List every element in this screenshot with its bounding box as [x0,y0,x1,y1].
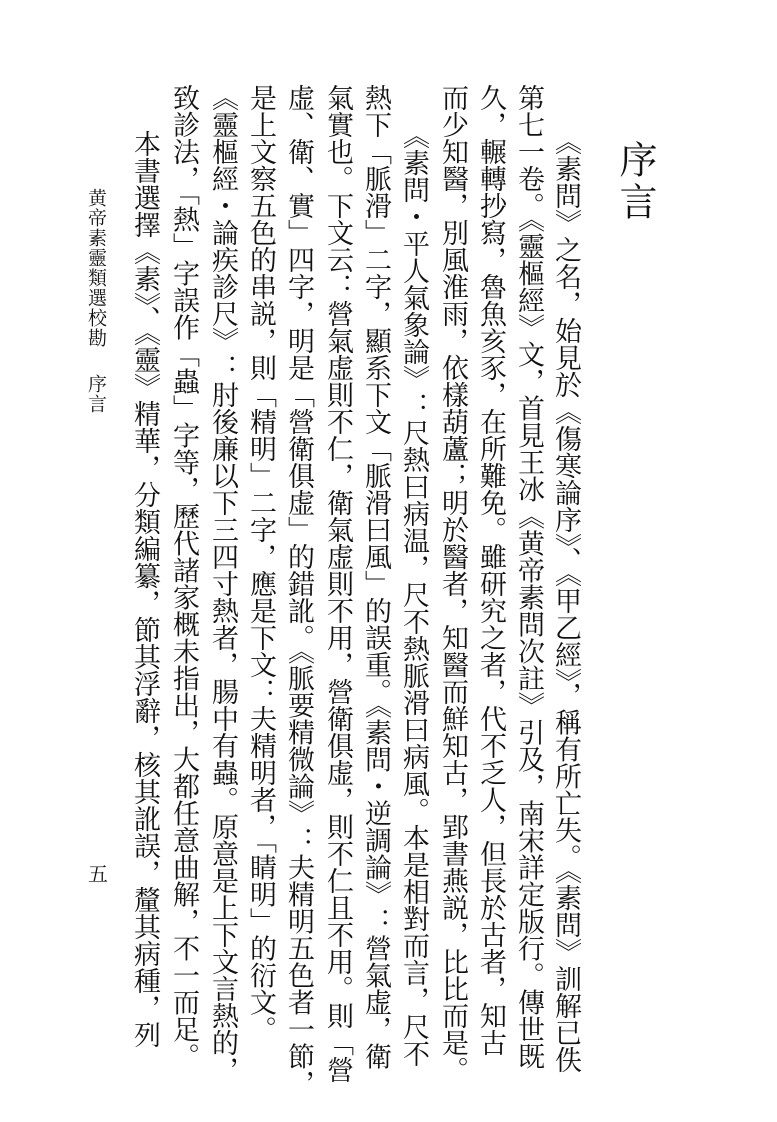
page-title: 序言 [613,140,657,224]
text-column-1: 《素問》之名，始見於《傷寒論序》、《甲乙經》，稱有所亡失。《素問》訓解已佚 [550,128,581,1073]
text-column-11: 致診法，「熱」字誤作「蟲」字等，歷代諸家概未指出，大都任意曲解，不一而足。 [168,84,199,1070]
text-column-8: 虚、衛、實」四字，明是「營衛俱虚」的錯訛。《脈要精微論》：夫精明五色者一節， [283,84,314,1097]
text-column-2: 第七一卷。《靈樞經》文，首見王冰《黄帝素問次註》引及，南宋詳定版行。傳世既 [513,84,544,1070]
text-column-3: 久，輾轉抄寫，魯魚亥豕，在所難免。雖研究之者，代不乏人，但長於古者，知古 [475,84,506,1056]
running-head [86,188,110,414]
text-column-4: 而少知醫，別風淮雨，依樣葫蘆；明於醫者，知醫而鮮知古，郢書燕説，比比而是。 [437,84,468,1083]
text-column-12: 本書選擇《素》、《靈》精華，分類編纂，節其浮辭，核其訛誤，釐其病種，列 [129,130,160,1048]
page-number: 五 [88,862,108,886]
running-head-section: 序言 [85,374,107,414]
text-column-10: 《靈樞經・論疾診尺》：肘後廉以下三四寸熱者，腸中有蟲。原意是上下文言熱的， [207,84,238,1083]
text-column-5: 《素問・平人氣象論》：尺熱曰病温，尺不熱脈滑曰病風。本是相對而言，尺不 [398,122,429,1067]
text-column-9: 是上文察五色的串説，則「精明」二字，應是下文：夫精明者，「睛明」的衍文。 [245,84,276,1043]
text-column-7: 氣實也。下文云：營氣虚則不仁，衛氣虚則不用，營衛俱虚，則不仁且不用。則「營 [322,84,353,1083]
running-head-book-title: 黄帝素靈類選校勘 [85,188,107,348]
text-column-6: 熱下「脈滑」二字，顯系下文「脈滑曰風」的誤重。《素問・逆調論》：營氣虚，衛 [360,84,391,1070]
